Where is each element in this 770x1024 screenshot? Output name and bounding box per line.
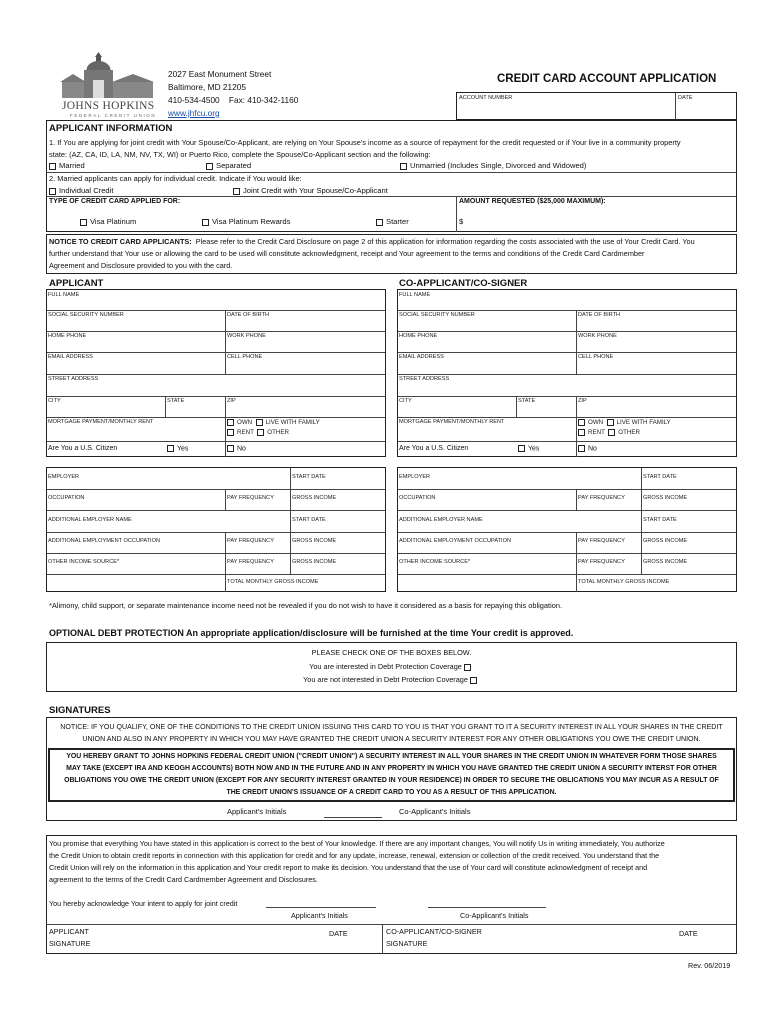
logo-name: JOHNS HOPKINS (62, 100, 155, 112)
joint-ack-text: You hereby acknowledge Your intent to apply for joint credit (49, 899, 238, 908)
coapp-rent-checkbox[interactable] (578, 429, 585, 436)
applicant-add-gross-income[interactable]: GROSS INCOME (292, 538, 337, 544)
applicant-occupation[interactable]: OCCUPATION (48, 495, 85, 501)
applicant-add-pay-frequency[interactable]: PAY FREQUENCY (227, 538, 274, 544)
applicant-info-heading: APPLICANT INFORMATION (49, 123, 173, 134)
coapp-cell[interactable]: CELL PHONE (578, 354, 614, 360)
rent-label: RENT (237, 429, 254, 437)
coapp-full-name[interactable]: FULL NAME (399, 292, 431, 298)
coapp-gross-income[interactable]: GROSS INCOME (643, 495, 688, 501)
applicant-other-gross-income[interactable]: GROSS INCOME (292, 559, 337, 565)
unmarried-option[interactable] (400, 161, 586, 170)
coapp-zip[interactable]: ZIP (578, 398, 587, 404)
date-label: DATE (678, 95, 693, 101)
coapp-add-pay-frequency[interactable]: PAY FREQUENCY (578, 538, 625, 544)
notice-line-2: further understand that Your use or allowing the card to be used will constitute acknowledgment, receipt and Your agreement to the terms and conditions of the Credit Card Cardmember (49, 249, 645, 258)
applicant-citizen-label: Are You a U.S. Citizen (48, 445, 118, 452)
applicant-sig-label: APPLICANT (49, 927, 89, 936)
applicant-city[interactable]: CITY (48, 398, 61, 404)
coapp-sig-label: CO-APPLICANT/CO-SIGNER (386, 927, 482, 936)
amount-requested-field[interactable]: $ (459, 217, 464, 226)
applicant-email[interactable]: EMAIL ADDRESS (48, 354, 93, 360)
notice-line-3: Agreement and Disclosure provided to you with the card. (49, 261, 233, 270)
coapp-total-monthly[interactable]: TOTAL MONTHLY GROSS INCOME (578, 579, 670, 585)
coapp-add-employer[interactable]: ADDITIONAL EMPLOYER NAME (399, 517, 483, 523)
applicant-citizen-no[interactable] (227, 445, 246, 452)
coapp-email[interactable]: EMAIL ADDRESS (399, 354, 444, 360)
card-type-label: TYPE OF CREDIT CARD APPLIED FOR: (49, 198, 181, 205)
applicant-mortgage[interactable]: MORTGAGE PAYMENT/MONTHLY RENT (48, 419, 154, 425)
phone-fax: 410-534-4500 Fax: 410-342-1160 (168, 95, 299, 105)
coapp-citizen-label: Are You a U.S. Citizen (399, 445, 469, 452)
separated-option[interactable] (206, 161, 251, 170)
applicant-citizen-yes[interactable] (167, 445, 188, 452)
applicant-sig-label-2: SIGNATURE (49, 939, 91, 948)
coapp-housing-row1 (578, 419, 671, 426)
applicant-zip[interactable]: ZIP (227, 398, 236, 404)
coapp-mortgage[interactable]: MORTGAGE PAYMENT/MONTHLY RENT (399, 419, 505, 425)
visa-platinum-label: Visa Platinum (90, 217, 137, 226)
coapp-street[interactable]: STREET ADDRESS (399, 376, 450, 382)
visa-platinum-checkbox[interactable] (80, 219, 87, 226)
debt-protection-heading: OPTIONAL DEBT PROTECTION An appropriate application/disclosure will be furnished at the time Your credit is approved. (49, 628, 574, 638)
notice-lead: NOTICE TO CREDIT CARD APPLICANTS: (49, 237, 192, 246)
coapp-add-start-date[interactable]: START DATE (643, 517, 677, 523)
coapp-start-date[interactable]: START DATE (643, 474, 677, 480)
unmarried-checkbox[interactable] (400, 163, 407, 170)
individual-credit-label: Individual Credit (59, 186, 114, 195)
coapp-family-checkbox[interactable] (607, 419, 614, 426)
dome-building-icon (58, 52, 158, 100)
applicant-add-employer[interactable]: ADDITIONAL EMPLOYER NAME (48, 517, 132, 523)
applicant-start-date[interactable]: START DATE (292, 474, 326, 480)
coapplicant-heading: CO-APPLICANT/CO-SIGNER (399, 278, 528, 289)
applicant-other-income[interactable]: OTHER INCOME SOURCE* (48, 559, 120, 565)
coapp-employer[interactable]: EMPLOYER (399, 474, 431, 480)
debt-interested-checkbox[interactable] (464, 664, 471, 671)
applicant-info-item2: 2. Married applicants can apply for individual credit. Indicate if You would like: (49, 174, 302, 183)
coapp-citizen-yes[interactable] (518, 445, 539, 452)
joint-coapp-initials-line[interactable] (428, 907, 546, 908)
applicant-add-start-date[interactable]: START DATE (292, 517, 326, 523)
applicant-info-item1: 1. If You are applying for joint credit with Your Spouse/Co-Applicant, are relying on Your Spouse's income as a source of repayment for the credit requested or if Your live in a community property (49, 138, 681, 147)
coapp-other-pay-frequency[interactable]: PAY FREQUENCY (578, 559, 625, 565)
applicant-full-name[interactable]: FULL NAME (48, 292, 80, 298)
coapp-housing-row2 (578, 429, 640, 436)
debt-not-interested-checkbox[interactable] (470, 677, 477, 684)
coapp-no-checkbox[interactable] (578, 445, 585, 452)
separated-label: Separated (216, 161, 252, 170)
promise-line-1: You promise that everything You have stated in this application is correct to the best of Your knowledge. If there are any important changes, You will notify Us in writing immediately, You authorize (49, 839, 665, 848)
joint-credit-label: Joint Credit with Your Spouse/Co-Applicant (243, 186, 388, 195)
yes-label: Yes (177, 445, 189, 453)
applicant-housing-row2 (227, 429, 289, 436)
applicant-initials-line[interactable] (324, 817, 382, 818)
individual-credit-option[interactable] (49, 186, 113, 195)
address-line-2: Baltimore, MD 21205 (168, 82, 246, 92)
applicant-gross-income[interactable]: GROSS INCOME (292, 495, 337, 501)
account-number-label: ACCOUNT NUMBER (459, 95, 513, 101)
married-option[interactable] (49, 161, 85, 170)
coapp-work-phone[interactable]: WORK PHONE (578, 333, 617, 339)
starter-checkbox[interactable] (376, 219, 383, 226)
applicant-initials-label: Applicant's Initials (227, 807, 287, 816)
applicant-no-checkbox[interactable] (227, 445, 234, 452)
grant-line-1: YOU HEREBY GRANT TO JOHNS HOPKINS FEDERAL CREDIT UNION ("CREDIT UNION") A SECURITY INTEREST IN ALL YOUR SHARES IN THE CREDIT UNION IN WHATEVER FORM THOSE SHARES (66, 753, 717, 760)
no-label: No (588, 445, 597, 453)
logo-subtitle: FEDERAL CREDIT UNION (70, 113, 157, 118)
no-label: No (237, 445, 246, 453)
yes-label: Yes (528, 445, 540, 453)
grant-line-3: OBLIGATIONS YOU OWE THE CREDIT UNION (EXCEPT FOR ANY SECURITY INTEREST GRANTED IN YOUR RESIDENCE) IN ORDER TO SECURE THE OBLICATIONS YOU MAY INCUR AS A RESULT OF (64, 777, 719, 784)
starter-option[interactable] (376, 217, 409, 226)
coapp-date-label: DATE (679, 929, 698, 938)
promise-line-2: the Credit Union to obtain credit reports in connection with this application for credit and for any update, increase, renewal, extension or collection of the credit received. You understand that the (49, 851, 660, 860)
coapp-employment-grid (397, 467, 737, 592)
applicant-yes-checkbox[interactable] (167, 445, 174, 452)
applicant-housing-row1 (227, 419, 320, 426)
joint-app-initials-label: Applicant's Initials (291, 911, 348, 920)
logo (58, 52, 158, 118)
coapp-citizen-no[interactable] (578, 445, 597, 452)
unmarried-label: Unmarried (Includes Single, Divorced and Widowed) (410, 161, 587, 170)
address-line-1: 2027 East Monument Street (168, 69, 272, 79)
promise-line-3: Credit Union will rely on the information in this application and Your credit report to make its decision. You understand that the use of Your card will constitute acknowledgment of receipt and (49, 863, 648, 872)
notice-line-1 (49, 237, 695, 246)
own-label: OWN (588, 419, 604, 427)
debt-interested[interactable] (46, 662, 737, 671)
starter-label: Starter (386, 217, 409, 226)
visa-rewards-option[interactable] (202, 217, 290, 226)
grant-line-2: MAY TAKE (EXCEPT IRA AND KEOGH ACCOUNTS) BOTH NOW AND IN THE FUTURE AND IN ANY PROPERTY IN WHICH YOU HAVE GRANTED THE CREDIT UNION A SECURITY INTERST FOR OTHER (66, 765, 717, 772)
applicant-rent-checkbox[interactable] (227, 429, 234, 436)
grant-line-4: THE CREDIT UNION'S ISSUANCE OF A CREDIT CARD TO YOU AS A RESULT OF THIS APPLICATION. (226, 789, 557, 796)
applicant-date-label: DATE (329, 929, 348, 938)
coapp-occupation[interactable]: OCCUPATION (399, 495, 436, 501)
visa-platinum-option[interactable] (80, 217, 136, 226)
applicant-pay-frequency[interactable]: PAY FREQUENCY (227, 495, 274, 501)
coapp-other-checkbox[interactable] (608, 429, 615, 436)
security-notice-2: UNION AND ALSO IN ANY PROPERTY IN WHICH YOU MAY HAVE GRANTED THE CREDIT UNION A SECURITY INTEREST FOR ANY OTHER OBLIGATIONS YOU OWE THE CREDIT UNION. (82, 735, 701, 743)
coapp-sig-label-2: SIGNATURE (386, 939, 428, 948)
applicant-own-checkbox[interactable] (227, 419, 234, 426)
applicant-info-item1b: state: (AZ, CA, ID, LA, NM, NV, TX, WI) or Puerto Rico, complete the Spouse/Co-Applicant section and the following: (49, 150, 431, 159)
coapp-initials-label: Co-Applicant's Initials (399, 807, 471, 816)
applicant-cell[interactable]: CELL PHONE (227, 354, 263, 360)
visa-rewards-label: Visa Platinum Rewards (212, 217, 291, 226)
live-family-label: LIVE WITH FAMILY (616, 419, 671, 427)
coapp-other-gross-income[interactable]: GROSS INCOME (643, 559, 688, 565)
live-family-label: LIVE WITH FAMILY (265, 419, 320, 427)
coapp-dob[interactable]: DATE OF BIRTH (578, 312, 621, 318)
website-link[interactable]: www.jhfcu.org (168, 108, 220, 118)
revision-label: Rev. 06/2019 (688, 961, 731, 970)
applicant-employer[interactable]: EMPLOYER (48, 474, 80, 480)
notice-text-1: Please refer to the Credit Card Disclosure on page 2 of this application for information regarding the costs associated with the use of Your Credit Card. You (195, 237, 695, 246)
applicant-ssn[interactable]: SOCIAL SECURITY NUMBER (48, 312, 124, 318)
visa-rewards-checkbox[interactable] (202, 219, 209, 226)
amount-requested-label: AMOUNT REQUESTED ($25,000 MAXIMUM): (459, 198, 606, 205)
alimony-note: *Alimony, child support, or separate maintenance income need not be revealed if you do not wish to have it considered as a basis for repaying this obligation. (49, 601, 562, 610)
applicant-family-checkbox[interactable] (256, 419, 263, 426)
coapp-own-checkbox[interactable] (578, 419, 585, 426)
individual-credit-checkbox[interactable] (49, 188, 56, 195)
coapp-add-occupation[interactable]: ADDITIONAL EMPLOYMENT OCCUPATION (399, 538, 511, 544)
joint-app-initials-line[interactable] (266, 907, 376, 908)
applicant-employment-grid (46, 467, 386, 592)
promise-line-4: agreement to the terms of the Credit Card Cardmember Agreement and Disclosures. (49, 875, 318, 884)
joint-coapp-initials-label: Co-Applicant's Initials (460, 911, 529, 920)
form-title: CREDIT CARD ACCOUNT APPLICATION (497, 73, 717, 85)
applicant-dob[interactable]: DATE OF BIRTH (227, 312, 270, 318)
coapp-state[interactable]: STATE (518, 398, 536, 404)
applicant-state[interactable]: STATE (167, 398, 185, 404)
own-label: OWN (237, 419, 253, 427)
applicant-other-pay-frequency[interactable]: PAY FREQUENCY (227, 559, 274, 565)
signatures-heading: SIGNATURES (49, 705, 111, 716)
married-label: Married (59, 161, 85, 170)
applicant-work-phone[interactable]: WORK PHONE (227, 333, 266, 339)
other-label: OTHER (267, 429, 289, 437)
applicant-total-monthly[interactable]: TOTAL MONTHLY GROSS INCOME (227, 579, 319, 585)
debt-not-interested[interactable] (46, 675, 737, 684)
applicant-home-phone[interactable]: HOME PHONE (48, 333, 87, 339)
coapp-yes-checkbox[interactable] (518, 445, 525, 452)
applicant-heading: APPLICANT (49, 278, 104, 289)
applicant-other-checkbox[interactable] (257, 429, 264, 436)
applicant-add-occupation[interactable]: ADDITIONAL EMPLOYMENT OCCUPATION (48, 538, 160, 544)
coapp-other-income[interactable]: OTHER INCOME SOURCE* (399, 559, 471, 565)
rent-label: RENT (588, 429, 605, 437)
debt-check-one: PLEASE CHECK ONE OF THE BOXES BELOW. (311, 648, 472, 657)
other-label: OTHER (618, 429, 640, 437)
coapp-city[interactable]: CITY (399, 398, 412, 404)
applicant-street[interactable]: STREET ADDRESS (48, 376, 99, 382)
coapp-ssn[interactable]: SOCIAL SECURITY NUMBER (399, 312, 475, 318)
coapp-pay-frequency[interactable]: PAY FREQUENCY (578, 495, 625, 501)
joint-credit-checkbox[interactable] (233, 188, 240, 195)
debt-not-interested-label: You are not interested in Debt Protection Coverage (303, 675, 468, 684)
joint-credit-option[interactable] (233, 186, 388, 195)
married-checkbox[interactable] (49, 163, 56, 170)
debt-interested-label: You are interested in Debt Protection Coverage (309, 662, 462, 671)
coapp-add-gross-income[interactable]: GROSS INCOME (643, 538, 688, 544)
separated-checkbox[interactable] (206, 163, 213, 170)
coapp-home-phone[interactable]: HOME PHONE (399, 333, 438, 339)
security-notice-1: NOTICE: IF YOU QUALIFY, ONE OF THE CONDITIONS TO THE CREDIT UNION ISSUING THIS CARD TO YOU IS THAT YOU GRANT TO IT A SECURITY INTEREST IN ALL YOUR SHARES IN THE CREDIT (60, 723, 723, 731)
